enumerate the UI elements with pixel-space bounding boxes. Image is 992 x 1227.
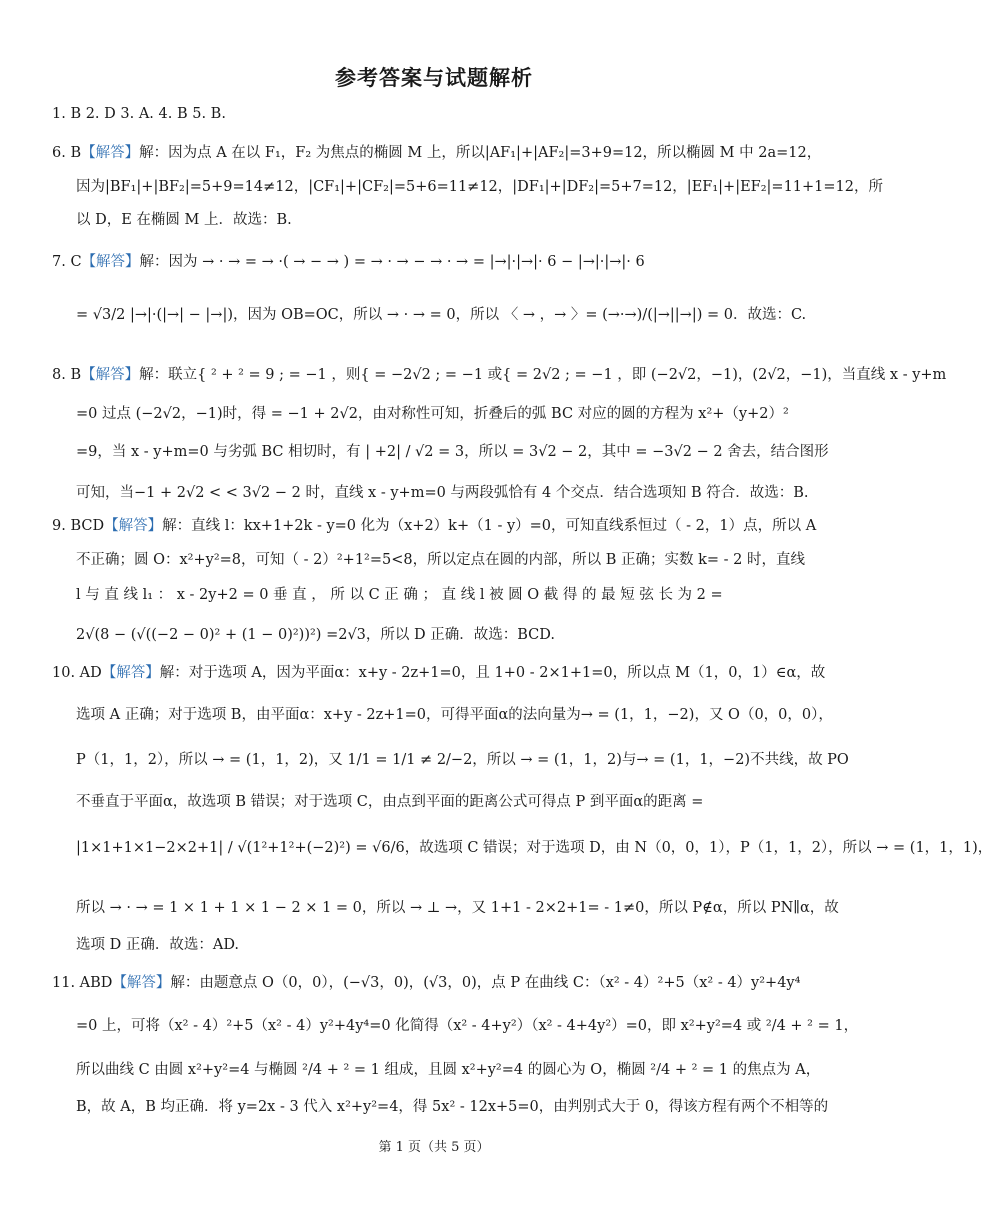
- q8-lead: 8. B: [52, 367, 82, 383]
- q8-line-4: 可知，当−1 + 2√2 < < 3√2 − 2 时，直线 x - y+m=0 与两段弧恰有 4 个交点．结合选项知 B 符合．故选：B.: [76, 485, 809, 501]
- q7-lead: 7. C: [52, 254, 82, 270]
- q11-text-1: 解：由题意点 O（0，0），(−√3，0)，(√3，0)，点 P 在曲线 C：（x² - 4）²+5（x² - 4）y²+4y⁴: [170, 975, 801, 991]
- q6-line-1: [52, 143, 822, 163]
- q9-text-1: 解：直线 l：kx+1+2k - y=0 化为（x+2）k+（1 - y）=0，可知直线系恒过（ - 2，1）点，所以 A: [162, 518, 817, 534]
- q8-line-2: =0 过点 (−2√2，−1)时，得 = −1 + 2√2，由对称性可知，折叠后的弧 BC 对应的圆的方程为 x²+（y+2）²: [76, 406, 789, 422]
- q6-lead: 6. B: [52, 145, 82, 161]
- q10-line-6: 所以 → · → = 1 × 1 + 1 × 1 − 2 × 1 = 0，所以 → ⊥ →，又 1+1 - 2×2+1= - 1≠0，所以 P∉α，所以 PN∥α，故: [76, 900, 839, 916]
- q8-text-1: 解：联立{ ² + ² = 9 ; = −1 ，则{ = −2√2 ; = −1 或{ = 2√2 ; = −1 ，即 (−2√2，−1)，(2√2，−1)，当直线 x - y+m: [139, 367, 947, 383]
- q7-text-1: 解：因为 → · → = → ·( → − → ) = → · → − → · → = |→|·|→|· 6 − |→|·|→|· 6: [139, 254, 645, 270]
- q10-line-2: 选项 A 正确；对于选项 B，由平面α：x+y - 2z+1=0，可得平面α的法向量为→ = (1，1，−2)，又 O（0，0，0），: [76, 707, 833, 723]
- q6-line-2: 因为|BF₁|+|BF₂|=5+9=14≠12，|CF₁|+|CF₂|=5+6=11≠12，|DF₁|+|DF₂|=5+7=12，|EF₁|+|EF₂|=11+1=12，所: [76, 179, 883, 195]
- q9-line-1: [52, 516, 822, 536]
- q7-answer-tag: 【解答】: [81, 254, 140, 270]
- q8-line-1: [52, 365, 947, 385]
- q11-lead: 11. ABD: [52, 975, 113, 991]
- page-footer: 第 1 页（共 5 页）: [378, 1140, 490, 1155]
- answers-1-5: 1. B 2. D 3. A. 4. B 5. B.: [52, 106, 226, 122]
- q10-line-5: |1×1+1×1−2×2+1| / √(1²+1²+(−2)²) = √6/6，故选项 C 错误；对于选项 D，由 N（0，0，1），P（1，1，2），所以 → = (1，1，1)，: [76, 840, 992, 856]
- q6-line-3: 以 D，E 在椭圆 M 上．故选：B.: [76, 212, 292, 228]
- q6-answer-tag: 【解答】: [81, 145, 140, 161]
- q9-line-3: l 与 直 线 l₁ ： x - 2y+2 = 0 垂 直 ， 所 以 C 正 确 ； 直 线 l 被 圆 O 截 得 的 最 短 弦 长 为 2 =: [76, 587, 723, 603]
- q10-line-7: 选项 D 正确．故选：AD.: [76, 937, 240, 953]
- q9-line-4: 2√(8 − (√((−2 − 0)² + (1 − 0)²))²) =2√3，所以 D 正确．故选：BCD.: [76, 627, 555, 643]
- q11-answer-tag: 【解答】: [112, 975, 171, 991]
- q9-lead: 9. BCD: [52, 518, 105, 534]
- q11-line-3: 所以曲线 C 由圆 x²+y²=4 与椭圆 ²/4 + ² = 1 组成，且圆 x²+y²=4 的圆心为 O，椭圆 ²/4 + ² = 1 的焦点为 A，: [76, 1062, 821, 1078]
- q10-answer-tag: 【解答】: [101, 665, 160, 681]
- q10-line-1: [52, 663, 826, 683]
- q9-line-2: 不正确；圆 O：x²+y²=8，可知（ - 2）²+1²=5<8，所以定点在圆的内部，所以 B 正确；实数 k= - 2 时，直线: [76, 552, 805, 568]
- q10-line-3: P（1，1，2），所以 → = (1，1，2)，又 1/1 = 1/1 ≠ 2/−2，所以 → = (1，1，2)与→ = (1，1，−2)不共线，故 PO: [76, 752, 849, 768]
- q11-line-2: =0 上，可将（x² - 4）²+5（x² - 4）y²+4y⁴=0 化简得（x² - 4+y²）（x² - 4+4y²）=0，即 x²+y²=4 或 ²/4 + ² = 1，: [76, 1018, 859, 1034]
- q7-line-1: [52, 252, 822, 272]
- q10-text-1: 解：对于选项 A，因为平面α：x+y - 2z+1=0，且 1+0 - 2×1+1=0，所以点 M（1，0，1）∈α，故: [159, 665, 826, 681]
- q11-line-1: [52, 973, 822, 993]
- q11-line-4: B，故 A，B 均正确．将 y=2x - 3 代入 x²+y²=4，得 5x² - 12x+5=0，由判别式大于 0，得该方程有两个不相等的: [76, 1099, 829, 1115]
- q10-lead: 10. AD: [52, 665, 102, 681]
- q10-line-4: 不垂直于平面α，故选项 B 错误；对于选项 C，由点到平面的距离公式可得点 P 到平面α的距离 =: [76, 794, 704, 810]
- page-title: 参考答案与试题解析: [335, 65, 533, 90]
- q8-answer-tag: 【解答】: [81, 367, 140, 383]
- q7-line-2: = √3/2 |→|·(|→| − |→|)，因为 OB=OC，所以 → · → = 0，所以 〈 → ，→ 〉= (→·→)/(|→||→|) = 0．故选：C.: [76, 307, 807, 323]
- q8-line-3: =9，当 x - y+m=0 与劣弧 BC 相切时，有 | +2| / √2 = 3，所以 = 3√2 − 2，其中 = −3√2 − 2 舍去，结合图形: [76, 444, 829, 460]
- q9-answer-tag: 【解答】: [104, 518, 163, 534]
- q6-text-1: 解：因为点 A 在以 F₁，F₂ 为焦点的椭圆 M 上，所以|AF₁|+|AF₂|=3+9=12，所以椭圆 M 中 2a=12，: [139, 145, 822, 161]
